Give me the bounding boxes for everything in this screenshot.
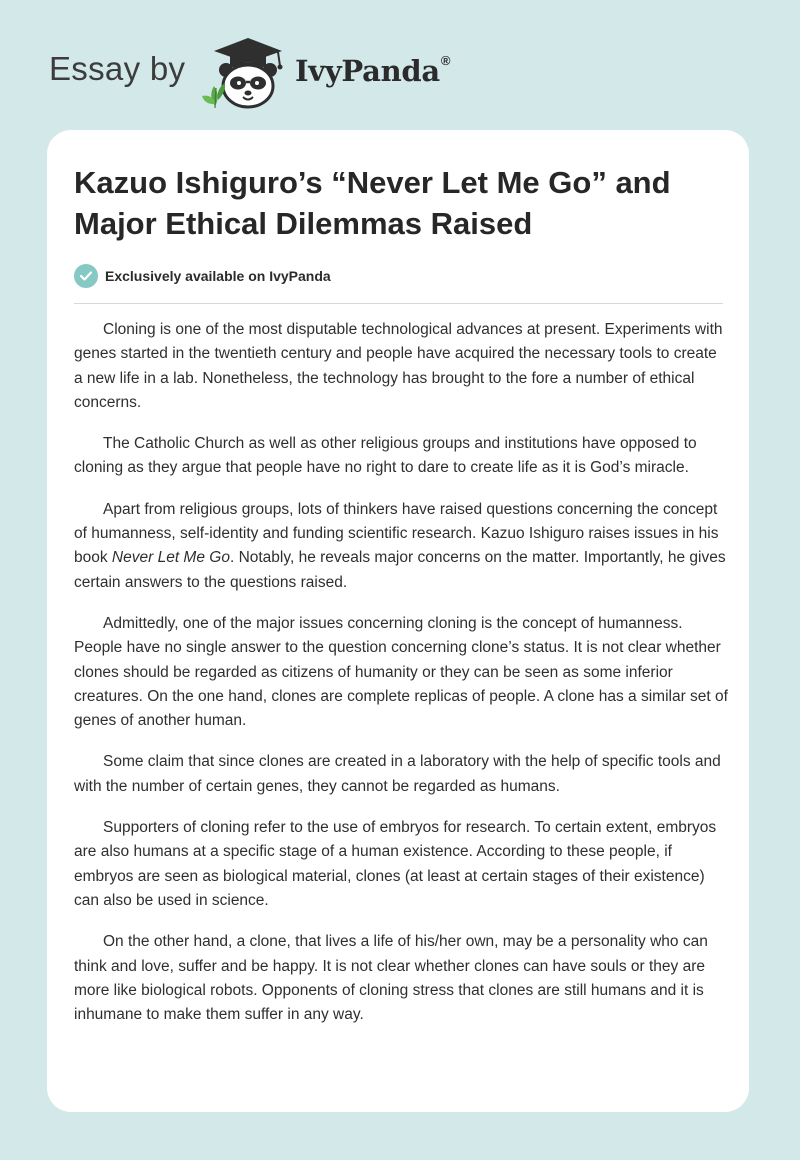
paragraph: On the other hand, a clone, that lives a life of his/her own, may be a personality who can think and love, suffer and be happy. It is not clear whether clones can have souls or they are more like biological robots. Opponents of cloning stress that clones are still humans and it is inhumane to make them suffer in any way.	[74, 933, 708, 1024]
paragraph-text: Apart from religious groups, lots of thinkers have raised questions concerning the concept of humanness, self-identity and funding scientific research. Kazuo Ishiguro raises issues in his book	[74, 500, 719, 567]
divider	[74, 303, 723, 304]
essay-card	[47, 130, 749, 1112]
badge-label: Exclusively available on IvyPanda	[105, 268, 331, 284]
exclusive-badge	[74, 264, 331, 288]
book-title: Never Let Me Go	[111, 549, 230, 567]
site-header	[0, 0, 800, 130]
paragraph	[74, 498, 729, 595]
page-title: Kazuo Ishiguro’s “Never Let Me Go” and Major Ethical Dilemmas Raised	[74, 165, 671, 241]
panda-logo-icon	[200, 36, 296, 112]
paragraph: Cloning is one of the most disputable technological advances at present. Experiments with genes started in the twentieth century and people have acquired the necessary tools to create a new life in a lab. Nonetheless, the technology has brought to the fore a number of ethical concerns.	[74, 321, 723, 411]
paragraph: Admittedly, one of the major issues concerning cloning is the concept of humanness. People have no single answer to the question concerning clone’s status. It is not clear whether clones should be regarded as citizens of humanity or they can be seen as some inferior creatures. On the one hand, clones are complete replicas of people. A clone has a similar set of genes of another human.	[74, 614, 728, 730]
paragraph: The Catholic Church as well as other religious groups and institutions have opposed to cloning as they argue that people have no right to dare to create life as it is God’s miracle.	[74, 435, 697, 477]
essay-by-label: Essay by	[49, 50, 186, 87]
leaf-icon	[202, 83, 225, 108]
paragraph: Some claim that since clones are created in a laboratory with the help of specific tools and with the number of certain genes, they cannot be regarded as humans.	[74, 753, 721, 795]
paragraph: Supporters of cloning refer to the use of embryos for research. To certain extent, embryos are also humans at a specific stage of a human existence. According to these people, if embryos are seen as biological material, clones (at least at certain stages of their existence) can also be used in science.	[74, 819, 717, 909]
brand-name	[295, 54, 450, 88]
paragraph-text: . Notably, he reveals major concerns on the matter. Importantly, he gives certain answers to the questions raised.	[74, 549, 726, 591]
brand-name-text: IvyPanda	[295, 54, 440, 88]
registered-mark: ®	[440, 53, 451, 69]
check-icon	[74, 264, 98, 288]
essay-body	[74, 318, 729, 1044]
